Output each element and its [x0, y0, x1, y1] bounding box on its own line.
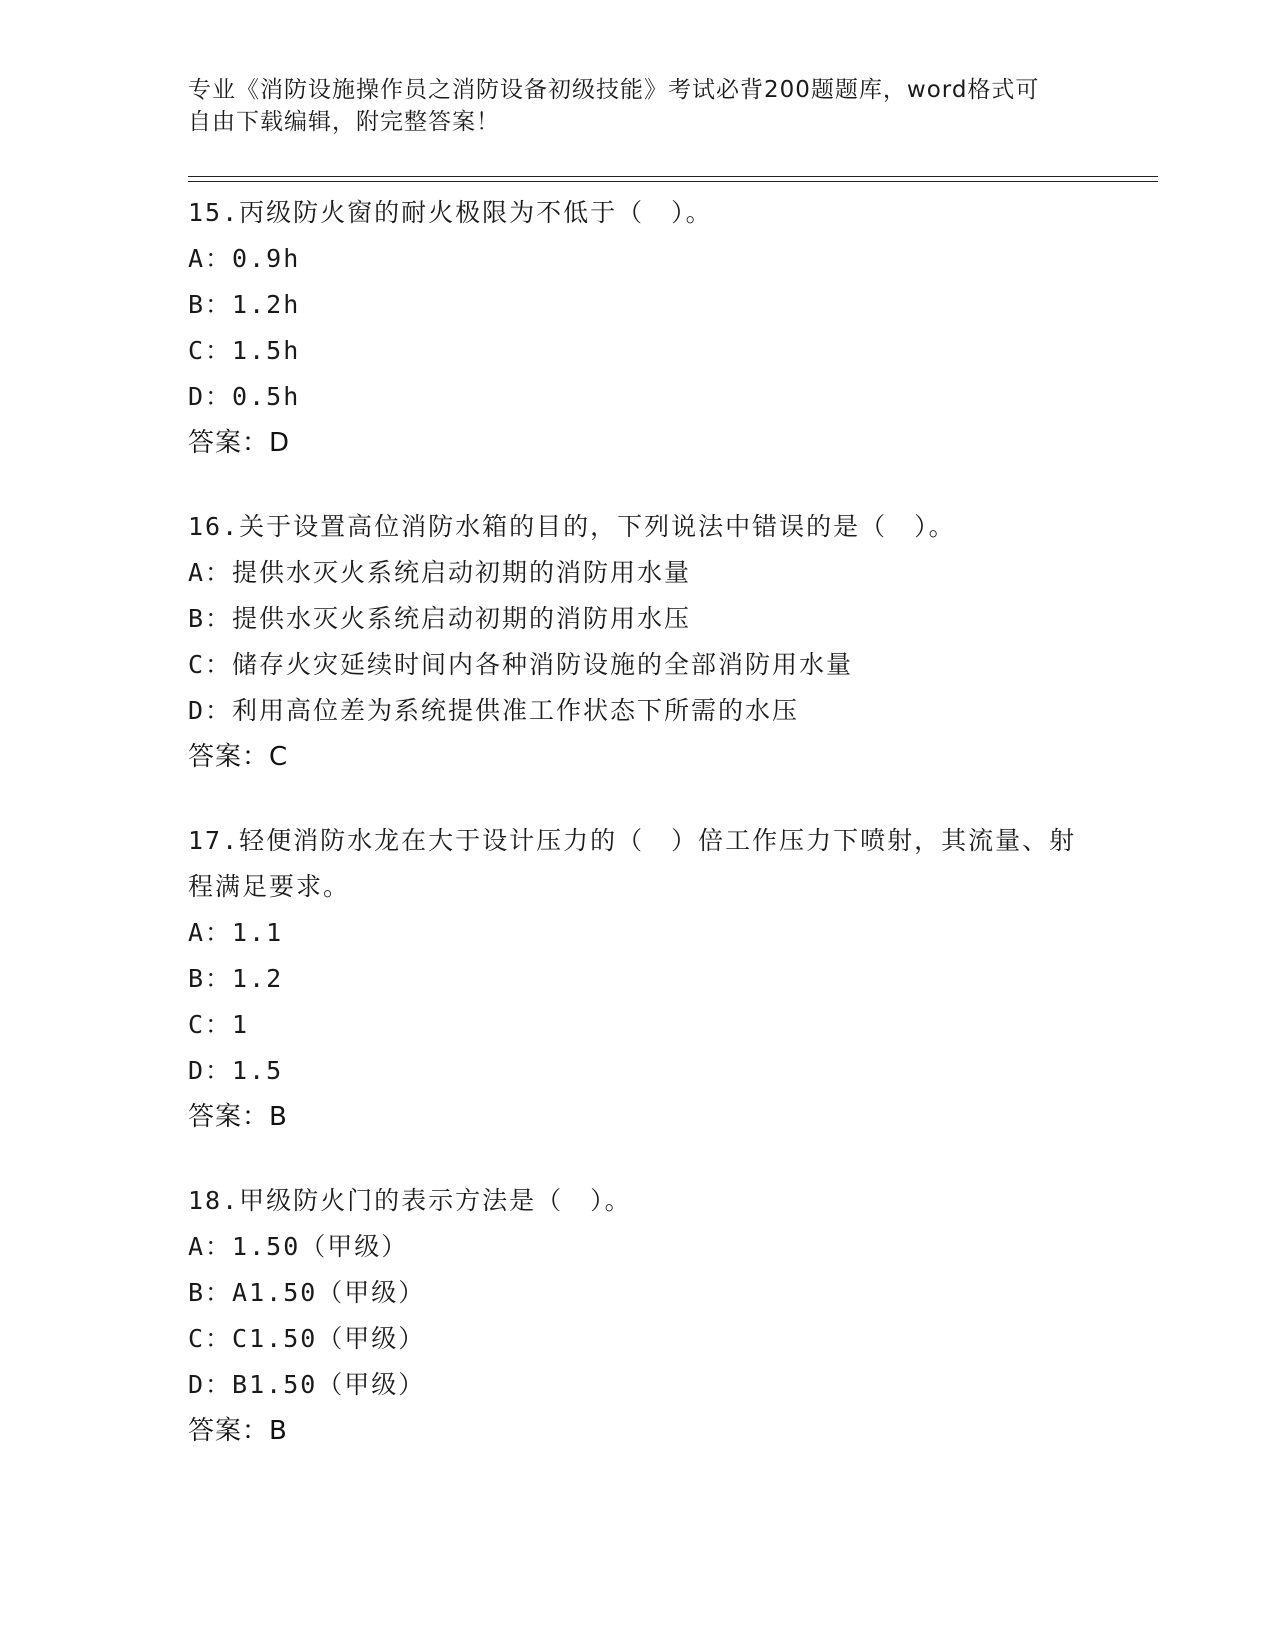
option-d: D：B1.50（甲级）: [188, 1370, 426, 1399]
header-divider-top: [188, 176, 1158, 177]
question-stem: 15.丙级防火窗的耐火极限为不低于（ ）。: [188, 198, 713, 227]
option-b: B：1.2: [188, 964, 284, 993]
option-c: C：1.5h: [188, 336, 301, 365]
option-a: A：0.9h: [188, 244, 301, 273]
question-17: [188, 818, 1168, 1140]
question-stem: 17.轻便消防水龙在大于设计压力的（ ）倍工作压力下喷射，其流量、射程满足要求。: [188, 826, 1077, 901]
option-d: D：1.5: [188, 1056, 284, 1085]
header-divider-bottom: [188, 181, 1158, 182]
question-18: [188, 1178, 1168, 1454]
answer-line: 答案：B: [188, 1416, 288, 1446]
header-line-2: 自由下载编辑，附完整答案！: [188, 109, 500, 135]
option-c: C：储存火灾延续时间内各种消防设施的全部消防用水量: [188, 650, 854, 679]
option-b: B：A1.50（甲级）: [188, 1278, 426, 1307]
answer-line: 答案：C: [188, 742, 289, 772]
option-d: D：利用高位差为系统提供准工作状态下所需的水压: [188, 696, 800, 725]
option-a: A：1.1: [188, 918, 284, 947]
option-b: B：提供水灭火系统启动初期的消防用水压: [188, 604, 692, 633]
answer-line: 答案：D: [188, 428, 291, 458]
question-list: [188, 190, 1168, 1492]
option-a: A：提供水灭火系统启动初期的消防用水量: [188, 558, 692, 587]
option-b: B：1.2h: [188, 290, 301, 319]
question-16: [188, 504, 1168, 780]
document-header: [188, 74, 1068, 138]
option-c: C：1: [188, 1010, 250, 1039]
option-c: C：C1.50（甲级）: [188, 1324, 426, 1353]
option-a: A：1.50（甲级）: [188, 1232, 409, 1261]
question-stem: 16.关于设置高位消防水箱的目的，下列说法中错误的是（ ）。: [188, 512, 956, 541]
question-stem: 18.甲级防火门的表示方法是（ ）。: [188, 1186, 632, 1215]
question-15: [188, 190, 1168, 466]
option-d: D：0.5h: [188, 382, 301, 411]
header-line-1: 专业《消防设施操作员之消防设备初级技能》考试必背200题题库，word格式可: [188, 77, 1040, 103]
answer-line: 答案：B: [188, 1102, 288, 1132]
